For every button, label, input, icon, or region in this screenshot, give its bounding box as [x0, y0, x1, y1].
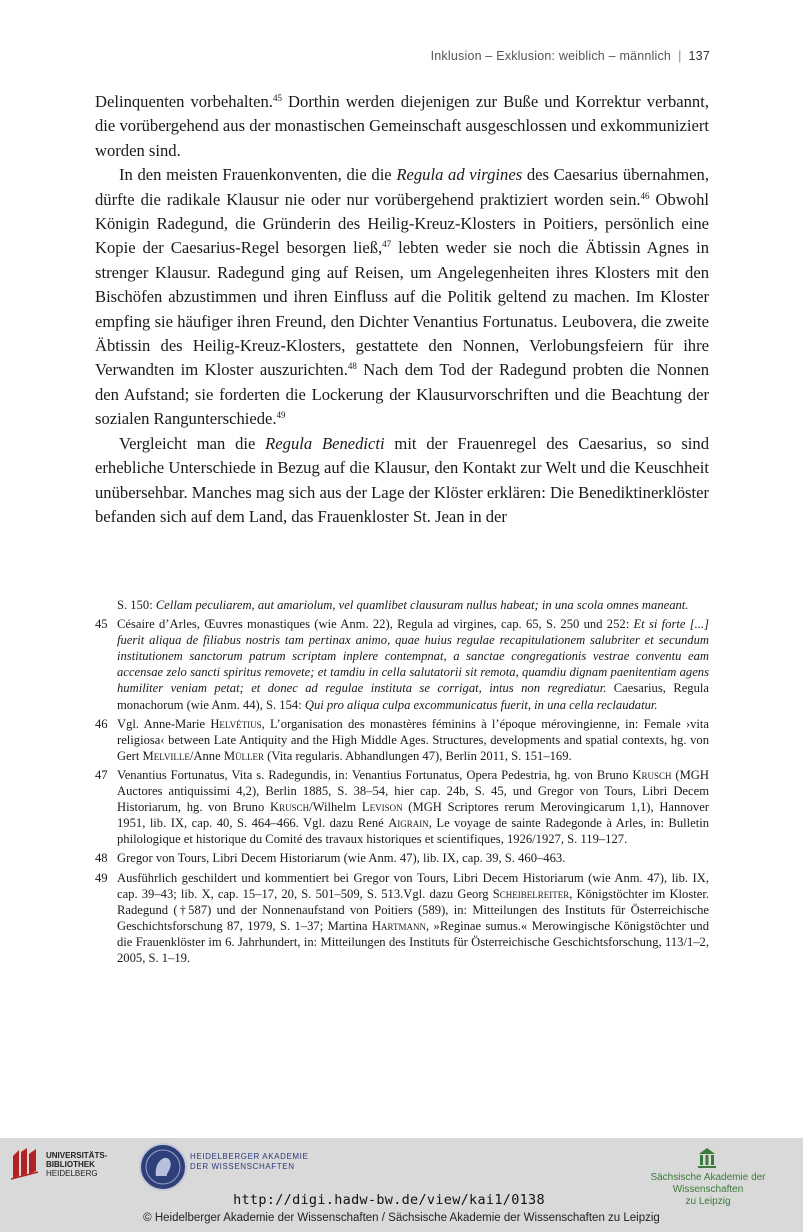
footnote-ref-49[interactable]: 49: [276, 410, 286, 421]
page-number: 137: [688, 49, 710, 63]
ub-line-2: BIBLIOTHEK: [46, 1160, 95, 1169]
footnote-continuation: [95, 597, 709, 613]
fn45-italic-1: Et si forte [...] fuerit aliqua de filiabus nostris tam pertinax animo, quae huius regulae recapitulationem salubriter et secundum institutionem sanctorum patrum scriptam inplere contempnat, a sanctae congregationis vestrae conventu eam accensae zelo sancti spiritus removete; et tamdiu in cella salutatorii sit remota, quamdiu dignam paenitentiam agens humiliter veniam petat; et donec ad regulae instituta se corrigat, intus non regrediatur.: [117, 617, 709, 696]
fn45-text-2: Caesarius, Regula monachorum (wie Anm. 44), S. 154:: [117, 681, 709, 712]
footnote-ref-45[interactable]: 45: [272, 93, 282, 103]
p2-text-3: Obwohl Königin Radegund, die Gründerin des Heilig-Kreuz-Klosters in Poitiers, persönlich eine Kopie der Caesarius-Regel besorgen ließ,: [95, 189, 709, 258]
fn-cont-text: S. 150:: [117, 598, 156, 612]
author-name: Helvétius: [210, 716, 262, 731]
fn45-italic-2: Qui pro aliqua culpa excommunicatus fuerit, in una cella reclaudatur.: [304, 697, 658, 712]
p3-text-1: Vergleicht man die: [119, 433, 266, 453]
fn47-text-4: (MGH Scriptores rerum Merovingicarum 1,1), Hannover 1951, lib. IX, cap. 40, S. 464–466. Vgl. dazu René: [117, 800, 709, 831]
author-name: Aigrain: [388, 816, 429, 831]
ub-line-1: UNIVERSITÄTS-: [46, 1151, 108, 1160]
p2-text-2: des Caesarius übernahmen, dürfte die radikale Klausur nie oder nur vorübergehend praktiziert worden sein.: [95, 165, 709, 209]
footnote-49: [95, 870, 709, 967]
fn46-text-2: , L’organisation des monastères féminins à l’époque mérovingienne, in: Female ›vita religiosa‹ between Late Antiquity and the High Middle Ages. Structures, developments and spatial contexts, hg. von Gert: [117, 716, 709, 763]
footnote-number: 45: [95, 617, 108, 632]
academy-name: [190, 1152, 308, 1172]
fn49-text-3: , »Reginae sumus.« Merowingische Königstöchter und die Frauenklöster im 6. Jahrhundert, in: Mitteilungen des Instituts für Österreichische Geschichtsforschung, 113/1–2, 2005, S. 1–19.: [117, 918, 710, 965]
paragraph-2: [95, 163, 709, 431]
footnote-number: 49: [95, 870, 108, 885]
author-name: Krusch: [270, 800, 310, 815]
footnote-ref-46[interactable]: 46: [640, 190, 650, 201]
footnotes: [95, 597, 709, 969]
footnote-47: [95, 767, 709, 847]
footnote-number: 46: [95, 716, 108, 731]
p1-text-b: Dorthin werden diejenigen zur Buße und Korrektur verbannt, die vorübergehend aus der monastischen Gemeinschaft ausgeschlossen und exkommuniziert worden sind.: [95, 92, 709, 160]
fn47-text-2: (MGH Auctores antiquissimi 4,2), Berlin 1885, S. 38–54, hier cap. 24b, S. 45, und Gregor von Tours, Libri Decem Historiarum, hg. von Bruno: [117, 767, 709, 815]
fn47-text-5: , Le voyage de sainte Radegonde à Arles, in: Bulletin philologique et historique du Comité des travaux historiques et scientifiques, 1926/1927, S. 119–127.: [117, 816, 709, 847]
p3-italic-title: Regula Benedicti: [265, 433, 385, 453]
author-name: Hartmann: [371, 918, 426, 933]
university-library-name: [46, 1151, 107, 1178]
fn47-text-1: Venantius Fortunatus, Vita s. Radegundis, in: Venantius Fortunatus, Opera Pedestria, hg. von Bruno: [117, 767, 633, 782]
fn49-text-2: , Königstöchter im Kloster. Radegund (†587) und der Nonnenaufstand von Poitiers (589), in: Mitteilungen des Instituts für Österreichische Geschichtsforschung 87, 1979, S. 1–37; Martina: [117, 886, 709, 933]
university-library-logo-icon[interactable]: [10, 1146, 40, 1180]
p2-text-5: Nach dem Tod der Radegund probten die Nonnen den Aufstand; sie forderten die Lockerung der Klausurvorschriften und die Beachtung der sozialen Rangunterschiede.: [95, 360, 709, 429]
saxon-academy-building-icon[interactable]: [697, 1146, 717, 1168]
fn47-text-3: /Wilhelm: [309, 800, 362, 815]
fn45-text-1: Césaire d’Arles, Œuvres monastiques (wie Anm. 22), Regula ad virgines, cap. 65, S. 250 und 252:: [117, 617, 634, 632]
fn-cont-italic: Cellam peculiarem, aut amariolum, vel quamlibet clausuram nullus habeat; in una scola omnes maneant.: [155, 598, 689, 612]
p1-text-a: Delinquenten vorbehalten.: [95, 92, 273, 111]
academy-seal-icon[interactable]: [139, 1143, 187, 1191]
saw-line-2: zu Leipzig: [685, 1196, 731, 1207]
fn46-text-4: (Vita regularis. Abhandlungen 47), Berlin 2011, S. 151–169.: [264, 748, 572, 763]
author-name: Scheibelreiter: [492, 886, 570, 901]
fn46-text-3: /Anne: [189, 748, 224, 763]
hadw-line-1: HEIDELBERGER AKADEMIE: [190, 1152, 309, 1161]
p2-text-1: In den meisten Frauenkonventen, die die: [119, 165, 397, 185]
author-name: Müller: [223, 748, 265, 763]
author-name: Melville: [142, 748, 190, 763]
running-header: [431, 49, 710, 63]
permalink-url[interactable]: http://digi.hadw-bw.de/view/kai1/0138: [233, 1192, 545, 1208]
fn46-text-1: Vgl. Anne-Marie: [117, 716, 211, 731]
footnote-ref-48[interactable]: 48: [347, 361, 357, 372]
saw-line-1: Sächsische Akademie der Wissenschaften: [650, 1172, 766, 1195]
p3-text-2: mit der Frauenregel des Caesarius, so sind erhebliche Unterschiede in Bezug auf die Klausur, den Kontakt zur Welt und die Keuschheit unübersehbar. Manches mag sich aus der Lage der Klöster erklären: Die Benediktinerklöster befanden sich auf dem Land, das Frauenkloster St. Jean in der: [95, 433, 709, 526]
p2-italic-title: Regula ad virgines: [396, 165, 523, 185]
hadw-line-2: DER WISSENSCHAFTEN: [190, 1162, 295, 1171]
fn48-text-1: Gregor von Tours, Libri Decem Historiarum (wie Anm. 47), lib. IX, cap. 39, S. 460–463.: [117, 851, 566, 866]
paragraph-3: [95, 432, 709, 530]
running-title: Inklusion – Exklusion: weiblich – männlich: [430, 49, 672, 63]
footnote-ref-47[interactable]: 47: [382, 239, 392, 250]
header-separator: |: [678, 49, 682, 63]
copyright-notice: © Heidelberger Akademie der Wissenschaften / Sächsische Akademie der Wissenschaften zu Leipzig: [143, 1212, 660, 1224]
author-name: Krusch: [632, 767, 672, 782]
ub-line-3: HEIDELBERG: [46, 1169, 98, 1178]
author-name: Levison: [361, 800, 403, 815]
footnote-46: [95, 716, 709, 764]
footnote-number: 47: [95, 767, 108, 782]
fn49-text-1: Ausführlich geschildert und kommentiert bei Gregor von Tours, Libri Decem Historiarum (wie Anm. 47), lib. IX, cap. 39–43; lib. X, cap. 15–17, 20, S. 501–509, S. 513.Vgl. dazu Georg: [117, 870, 709, 901]
footnote-48: [95, 850, 709, 866]
footnote-45: [95, 616, 709, 713]
paragraph-1: [95, 90, 709, 163]
p2-text-4: lebten weder sie noch die Äbtissin Agnes in strenger Klausur. Radegund ging auf Reisen, um Angelegenheiten ihres Klosters mit den Bischöfen abzustimmen und ihren Einfluss auf die Politik geltend zu machen. Im Kloster empfing sie häufiger ihren Freund, den Dichter Venantius Fortunatus. Leubovera, die zweite Äbtissin des Heilig-Kreuz-Klosters, gestattete den Nonnen, Verlobungsfeiern für ihre Verwandten im Kloster auszurichten.: [95, 238, 709, 380]
main-text: [95, 90, 709, 529]
footnote-number: 48: [95, 851, 108, 866]
